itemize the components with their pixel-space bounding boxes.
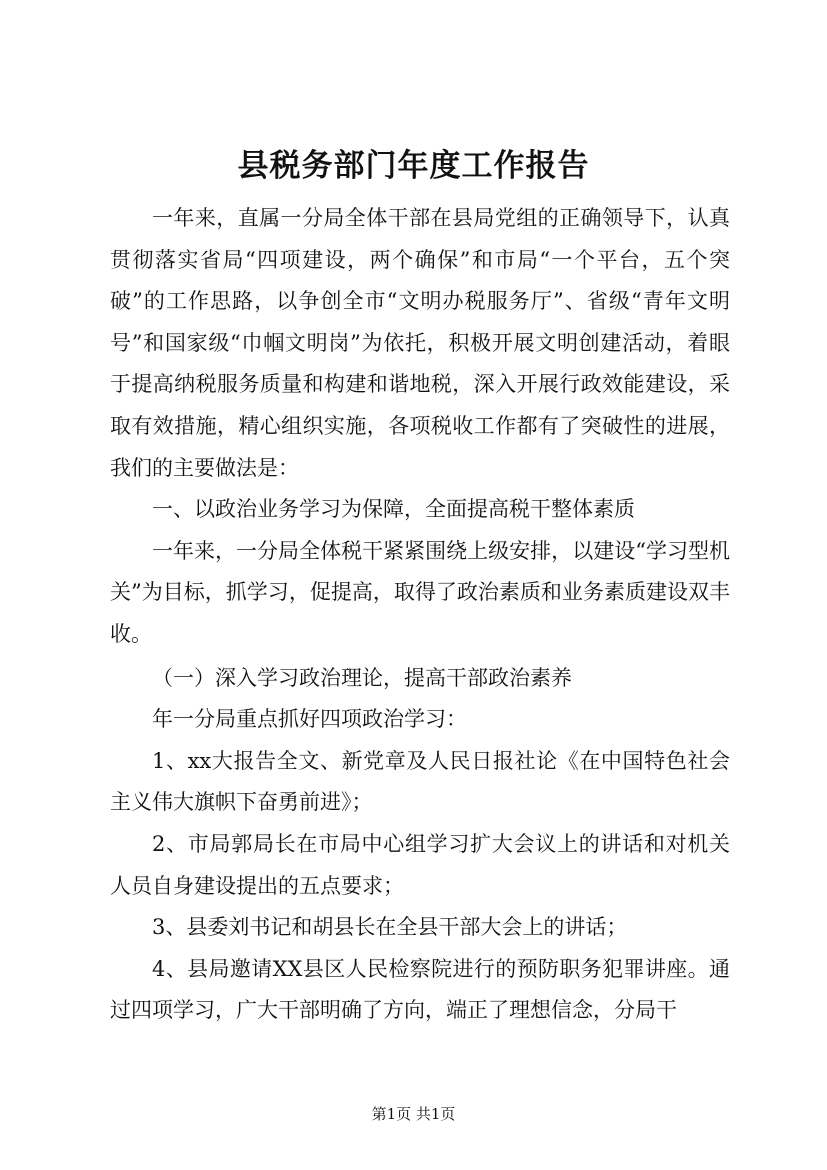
page-number-footer: 第1页 共1页 — [371, 1105, 456, 1123]
paragraph-section-1: 一年来，一分局全体税干紧紧围绕上级安排，以建设“学习型机关”为目标，抓学习，促提高，取得了政治素质和业务素质建设双丰收。 — [110, 538, 730, 646]
paragraph-study-intro: 年一分局重点抓好四项政治学习： — [152, 707, 467, 732]
list-item-4: 4、县局邀请XX县区人民检察院进行的预防职务犯罪讲座。通过四项学习，广大干部明确了方向，端正了理想信念，分局干 — [110, 956, 730, 1023]
section-heading-1: 一、以政治业务学习为保障，全面提高税干整体素质 — [152, 497, 635, 522]
list-item-2: 2、市局郭局长在市局中心组学习扩大会议上的讲话和对机关人员自身建设提出的五点要求； — [110, 831, 730, 898]
document-title: 县税务部门年度工作报告 — [237, 148, 590, 184]
list-item-1: 1、xx大报告全文、新党章及人民日报社论《在中国特色社会主义伟大旗帜下奋勇前进》； — [110, 748, 730, 815]
paragraph-intro: 一年来，直属一分局全体干部在县局党组的正确领导下，认真贯彻落实省局“四项建设，两个确保”和市局“一个平台，五个突破”的工作思路，以争创全市“文明办税服务厅”、省级“青年文明号”和国家级“巾帼文明岗”为依托，积极开展文明创建活动，着眼于提高纳税服务质量和构建和谐地税，深入开展行政效能建设，采取有效措施，精心组织实施，各项税收工作都有了突破性的进展，我们的主要做法是： — [110, 206, 730, 480]
document-body — [110, 198, 730, 1032]
subsection-heading-1: （一）深入学习政治理论，提高干部政治素养 — [152, 665, 572, 690]
list-item-3: 3、县委刘书记和胡县长在全县干部大会上的讲话； — [152, 915, 628, 940]
